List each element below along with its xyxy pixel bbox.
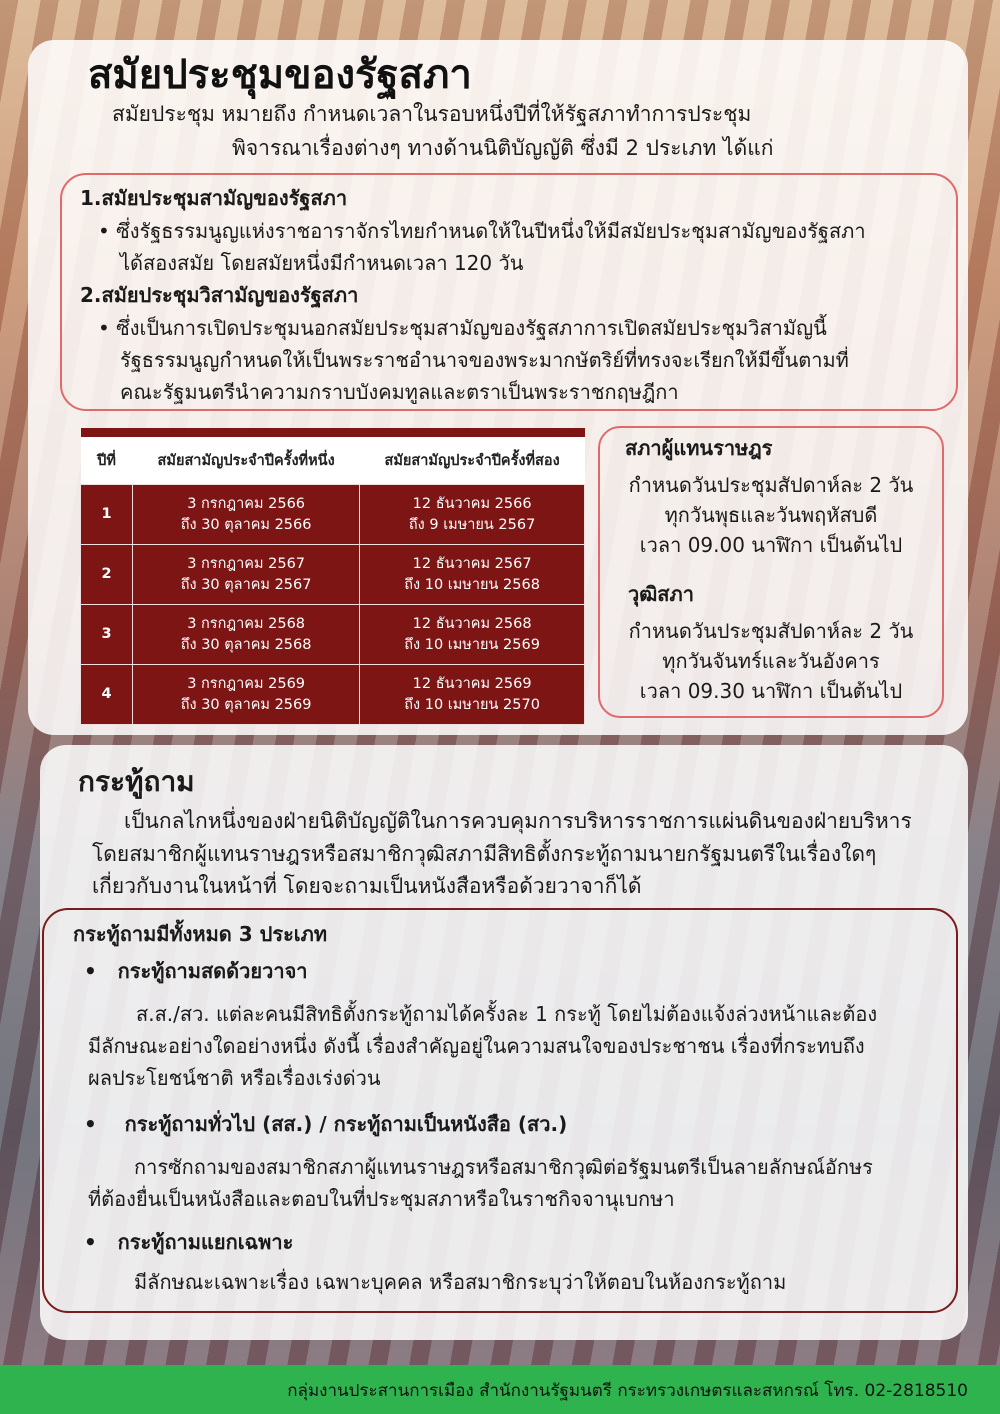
session-type-heading: 1.สมัยประชุมสามัญของรัฐสภา [80,186,348,210]
text-line: เวลา 09.00 นาฬิกา เป็นต้นไป [639,533,903,557]
year-cell: 4 [81,665,133,725]
text-line: ถึง 10 เมษายน 2569 [404,636,540,653]
table-row [81,605,585,665]
first-session-cell [133,485,360,545]
text-line: ถึง 9 เมษายน 2567 [408,516,536,533]
house-name: วุฒิสภา [628,582,694,606]
header-second: สมัยสามัญประจำปีครั้งที่สอง [384,453,560,469]
text-line: ทุกวันพุธและวันพฤหัสบดี [664,503,878,527]
text-line: ซึ่งเป็นการเปิดประชุมนอกสมัยประชุมสามัญของรัฐสภาการเปิดสมัยประชุมวิสามัญนี้ [116,316,827,340]
text-line: กระทู้ถามทั่วไป (สส.) / กระทู้ถามเป็นหนังสือ (สว.) [124,1112,568,1136]
text-line: ถึง 30 ตุลาคม 2567 [180,576,312,593]
text-line: การซักถามของสมาชิกสภาผู้แทนราษฎรหรือสมาชิกวุฒิต่อรัฐมนตรีเป็นลายลักษณ์อักษร [134,1155,873,1179]
table-row [81,545,585,605]
text-line: 12 ธันวาคม 2568 [412,615,532,632]
house-schedule [598,470,944,560]
text-line: ถึง 30 ตุลาคม 2568 [180,636,312,653]
text-line: ส.ส./สว. แต่ละคนมีสิทธิตั้งกระทู้ถามได้ครั้งละ 1 กระทู้ โดยไม่ต้องแจ้งล่วงหน้าและต้อง [136,1002,878,1026]
question-types-heading: กระทู้ถามมีทั้งหมด 3 ประเภท [73,922,328,946]
text-line: กำหนดวันประชุมสัปดาห์ละ 2 วัน [628,619,914,643]
table-row [81,665,585,725]
year-cell: 2 [81,545,133,605]
question-type-name: • กระทู้ถามทั่วไป (สส.) / กระทู้ถามเป็นหนังสือ (สว.) [84,1112,568,1136]
first-session-cell [133,545,360,605]
first-session-cell [133,665,360,725]
header-year: ปีที่ [97,453,116,469]
text-line: 3 กรกฎาคม 2569 [187,675,306,692]
text-line: กระทู้ถามแยกเฉพาะ [117,1230,294,1254]
page-title: สมัยประชุมของรัฐสภา [88,52,472,98]
text-line: รัฐธรรมนูญกำหนดให้เป็นพระราชอำนาจของพระมากษัตริย์ที่ทรงจะเรียกให้มีขึ้นตามที่ [120,348,849,372]
text-line: 3 กรกฎาคม 2568 [187,615,306,632]
text-line: มีลักษณะอย่างใดอย่างหนึ่ง ดังนี้ เรื่องสำคัญอยู่ในความสนใจของประชาชน เรื่องที่กระทบถึง [88,1034,865,1058]
question-type-name: • กระทู้ถามสดด้วยวาจา [84,959,308,983]
year-cell: 1 [81,485,133,545]
text-line: โดยสมาชิกผู้แทนราษฎรหรือสมาชิกวุฒิสภามีสิทธิตั้งกระทู้ถามนายกรัฐมนตรีในเรื่องใดๆ [92,842,877,866]
question-title: กระทู้ถาม [78,765,195,798]
text-line: ซึ่งรัฐธรรมนูญแห่งราชอาราจักรไทยกำหนดให้ในปีหนึ่งให้มีสมัยประชุมสามัญของรัฐสภา [116,219,866,243]
house-schedule [598,616,944,706]
second-session-cell [360,665,585,725]
text-line: ที่ต้องยื่นเป็นหนังสือและตอบในที่ประชุมสภาหรือในราชกิจจานุเบกษา [88,1187,675,1211]
text-line: ถึง 30 ตุลาคม 2569 [180,696,312,713]
text-line: 3 กรกฎาคม 2567 [187,555,306,572]
text-line: ทุกวันจันทร์และวันอังคาร [662,649,880,673]
text-line: ได้สองสมัย โดยสมัยหนึ่งมีกำหนดเวลา 120 วัน [120,251,524,275]
house-name: สภาผู้แทนราษฎร [625,436,773,460]
second-session-cell [360,545,585,605]
second-session-cell [360,605,585,665]
text-line: 12 ธันวาคม 2566 [412,495,532,512]
text-line: 12 ธันวาคม 2569 [412,675,532,692]
year-cell: 3 [81,605,133,665]
text-line: 3 กรกฎาคม 2566 [187,495,306,512]
second-session-cell [360,485,585,545]
text-line: เป็นกลไกหนึ่งของฝ่ายนิติบัญญัติในการควบคุมการบริหารราชการแผ่นดินของฝ่ายบริหาร [124,809,912,833]
text-line: ผลประโยชน์ชาติ หรือเรื่องเร่งด่วน [88,1066,381,1090]
text-line: เกี่ยวกับงานในหน้าที่ โดยจะถามเป็นหนังสือหรือด้วยวาจาก็ได้ [92,874,642,898]
intro-line: สมัยประชุม หมายถึง กำหนดเวลาในรอบหนึ่งปีที่ให้รัฐสภาทำการประชุม [112,102,752,126]
session-schedule-table [80,428,585,725]
session-type-text: • ซึ่งรัฐธรรมนูญแห่งราชอาราจักรไทยกำหนดให้ในปีหนึ่งให้มีสมัยประชุมสามัญของรัฐสภา [98,219,866,243]
text-line: กำหนดวันประชุมสัปดาห์ละ 2 วัน [628,473,914,497]
header-first: สมัยสามัญประจำปีครั้งที่หนึ่ง [157,453,335,469]
text-line: ถึง 30 ตุลาคม 2566 [180,516,312,533]
session-type-heading: 2.สมัยประชุมวิสามัญของรัฐสภา [80,283,359,307]
text-line: เวลา 09.30 นาฬิกา เป็นต้นไป [639,679,903,703]
question-type-name: • กระทู้ถามแยกเฉพาะ [84,1230,294,1254]
first-session-cell [133,605,360,665]
table-row [81,485,585,545]
intro-line: พิจารณาเรื่องต่างๆ ทางด้านนิติบัญญัติ ซึ่งมี 2 ประเภท ได้แก่ [232,136,774,160]
footer-contact: กลุ่มงานประสานการเมือง สำนักงานรัฐมนตรี กระทรวงเกษตรและสหกรณ์ โทร. 02-2818510 [0,1365,1000,1414]
text-line: 12 ธันวาคม 2567 [412,555,532,572]
text-line: ถึง 10 เมษายน 2570 [404,696,540,713]
text-line: มีลักษณะเฉพาะเรื่อง เฉพาะบุคคล หรือสมาชิกระบุว่าให้ตอบในห้องกระทู้ถาม [134,1270,787,1294]
text-line: คณะรัฐมนตรีนำความกราบบังคมทูลและตราเป็นพระราชกฤษฎีกา [120,380,679,404]
text-line: กระทู้ถามสดด้วยวาจา [117,959,308,983]
session-type-text: • ซึ่งเป็นการเปิดประชุมนอกสมัยประชุมสามัญของรัฐสภาการเปิดสมัยประชุมวิสามัญนี้ [98,316,827,340]
text-line: ถึง 10 เมษายน 2568 [404,576,540,593]
